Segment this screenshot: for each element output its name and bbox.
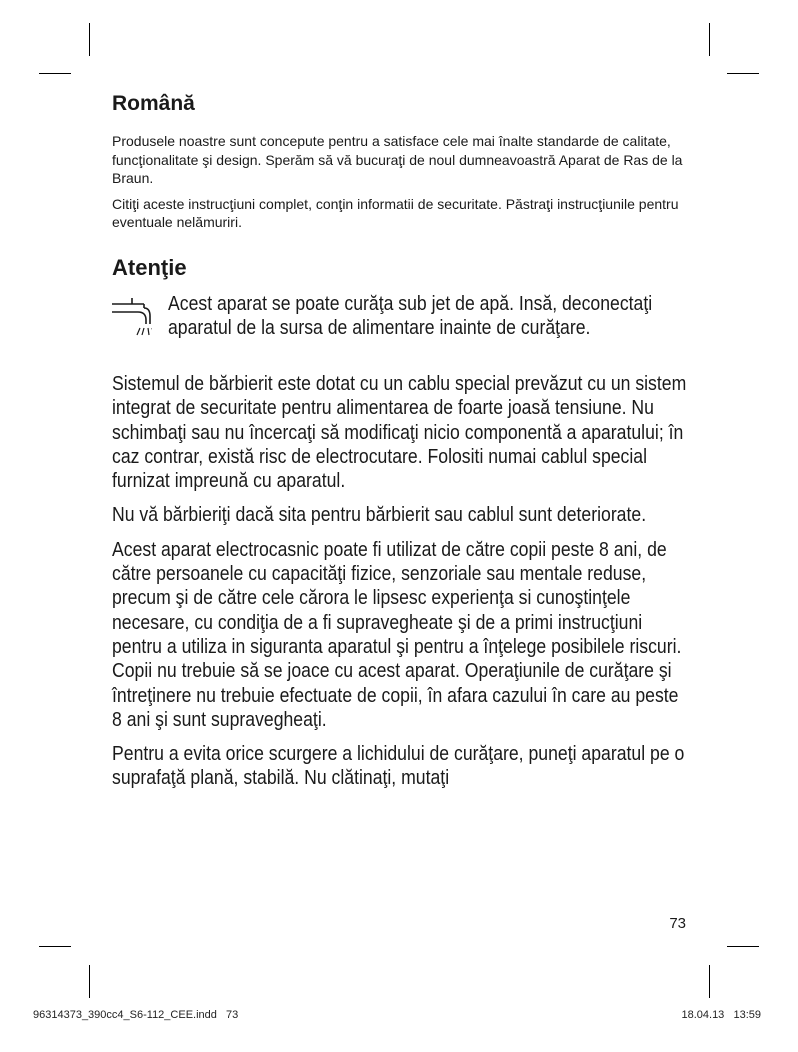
water-note-text-wrap [168, 292, 684, 341]
body-paragraph: Nu vă bărbieriţi dacă sita pentru bărbierit sau cablul sunt deteriorate. [112, 503, 647, 527]
intro-section [112, 132, 692, 232]
crop-mark-top-right-vertical [709, 23, 710, 56]
body-paragraph: Pentru a evita orice scurgere a lichidului de curăţare, puneţi aparatul pe o suprafaţă plană, stabilă. Nu clătinaţi, mutaţi [112, 742, 685, 790]
body-paragraph: Acest aparat electrocasnic poate fi utilizat de către copii peste 8 ani, de către persoanele cu capacităţi fizice, senzoriale sau mentale reduse, precum şi de către cele cărora le lipsesc experienţa si cunoştinţele necesare, cu condiţia de a fi supravegheate şi de a primi instrucţiuni pentru a utiliza in siguranta aparatul şi pentru a înţelege posibilele riscuri. Copii nu trebuie să se joace cu acest aparat. Operaţiunile de curăţare şi întreţinere nu trebuie efectuate de copii, în afara cazului în care au peste 8 ani şi sunt supravegheaţi. [112, 537, 682, 731]
body-paragraph: Sistemul de bărbierit este dotat cu un cablu special prevăzut cu un sistem integrat de securitate pentru alimentarea de foarte joasă tensiune. Nu schimbaţi sau nu încercaţi să modificaţi nicio componentă a aparatului; în caz contrar, există risc de electrocutare. Folositi numai cablul special furnizat impreună cu aparatul. [112, 372, 687, 493]
crop-mark-bottom-right-horizontal [727, 946, 759, 947]
print-slug-date: 18.04.13 13:59 [681, 1009, 761, 1021]
main-paragraphs [112, 372, 692, 791]
intro-paragraph: Citiţi aceste instrucţiuni complet, conţin informatii de securitate. Păstraţi instrucţiunile pentru eventuale nelămuriri. [112, 195, 679, 230]
page-content [112, 90, 692, 790]
water-tap-icon [110, 298, 152, 336]
crop-mark-bottom-left-vertical [89, 965, 90, 998]
print-slug-file: 96314373_390cc4_S6-112_CEE.indd 73 [33, 1009, 239, 1021]
intro-paragraph: Produsele noastre sunt concepute pentru a satisface cele mai înalte standarde de calitate, funcţionalitate şi design. Sperăm să vă bucuraţi de noul dumneavoastră Aparat de Ras de la Braun. [112, 133, 683, 186]
section-title: Atenţie [112, 254, 187, 280]
water-note-text: Acest aparat se poate curăţa sub jet de apă. Insă, deconectaţi aparatul de la sursa de alimentare inainte de curăţare. [168, 291, 653, 339]
crop-mark-top-left-horizontal [39, 73, 71, 74]
page-number: 73 [669, 915, 686, 932]
crop-mark-top-right-horizontal [727, 73, 759, 74]
crop-mark-bottom-left-horizontal [39, 946, 71, 947]
crop-mark-bottom-right-vertical [709, 965, 710, 998]
language-heading: Română [112, 92, 195, 115]
crop-mark-top-left-vertical [89, 23, 90, 56]
